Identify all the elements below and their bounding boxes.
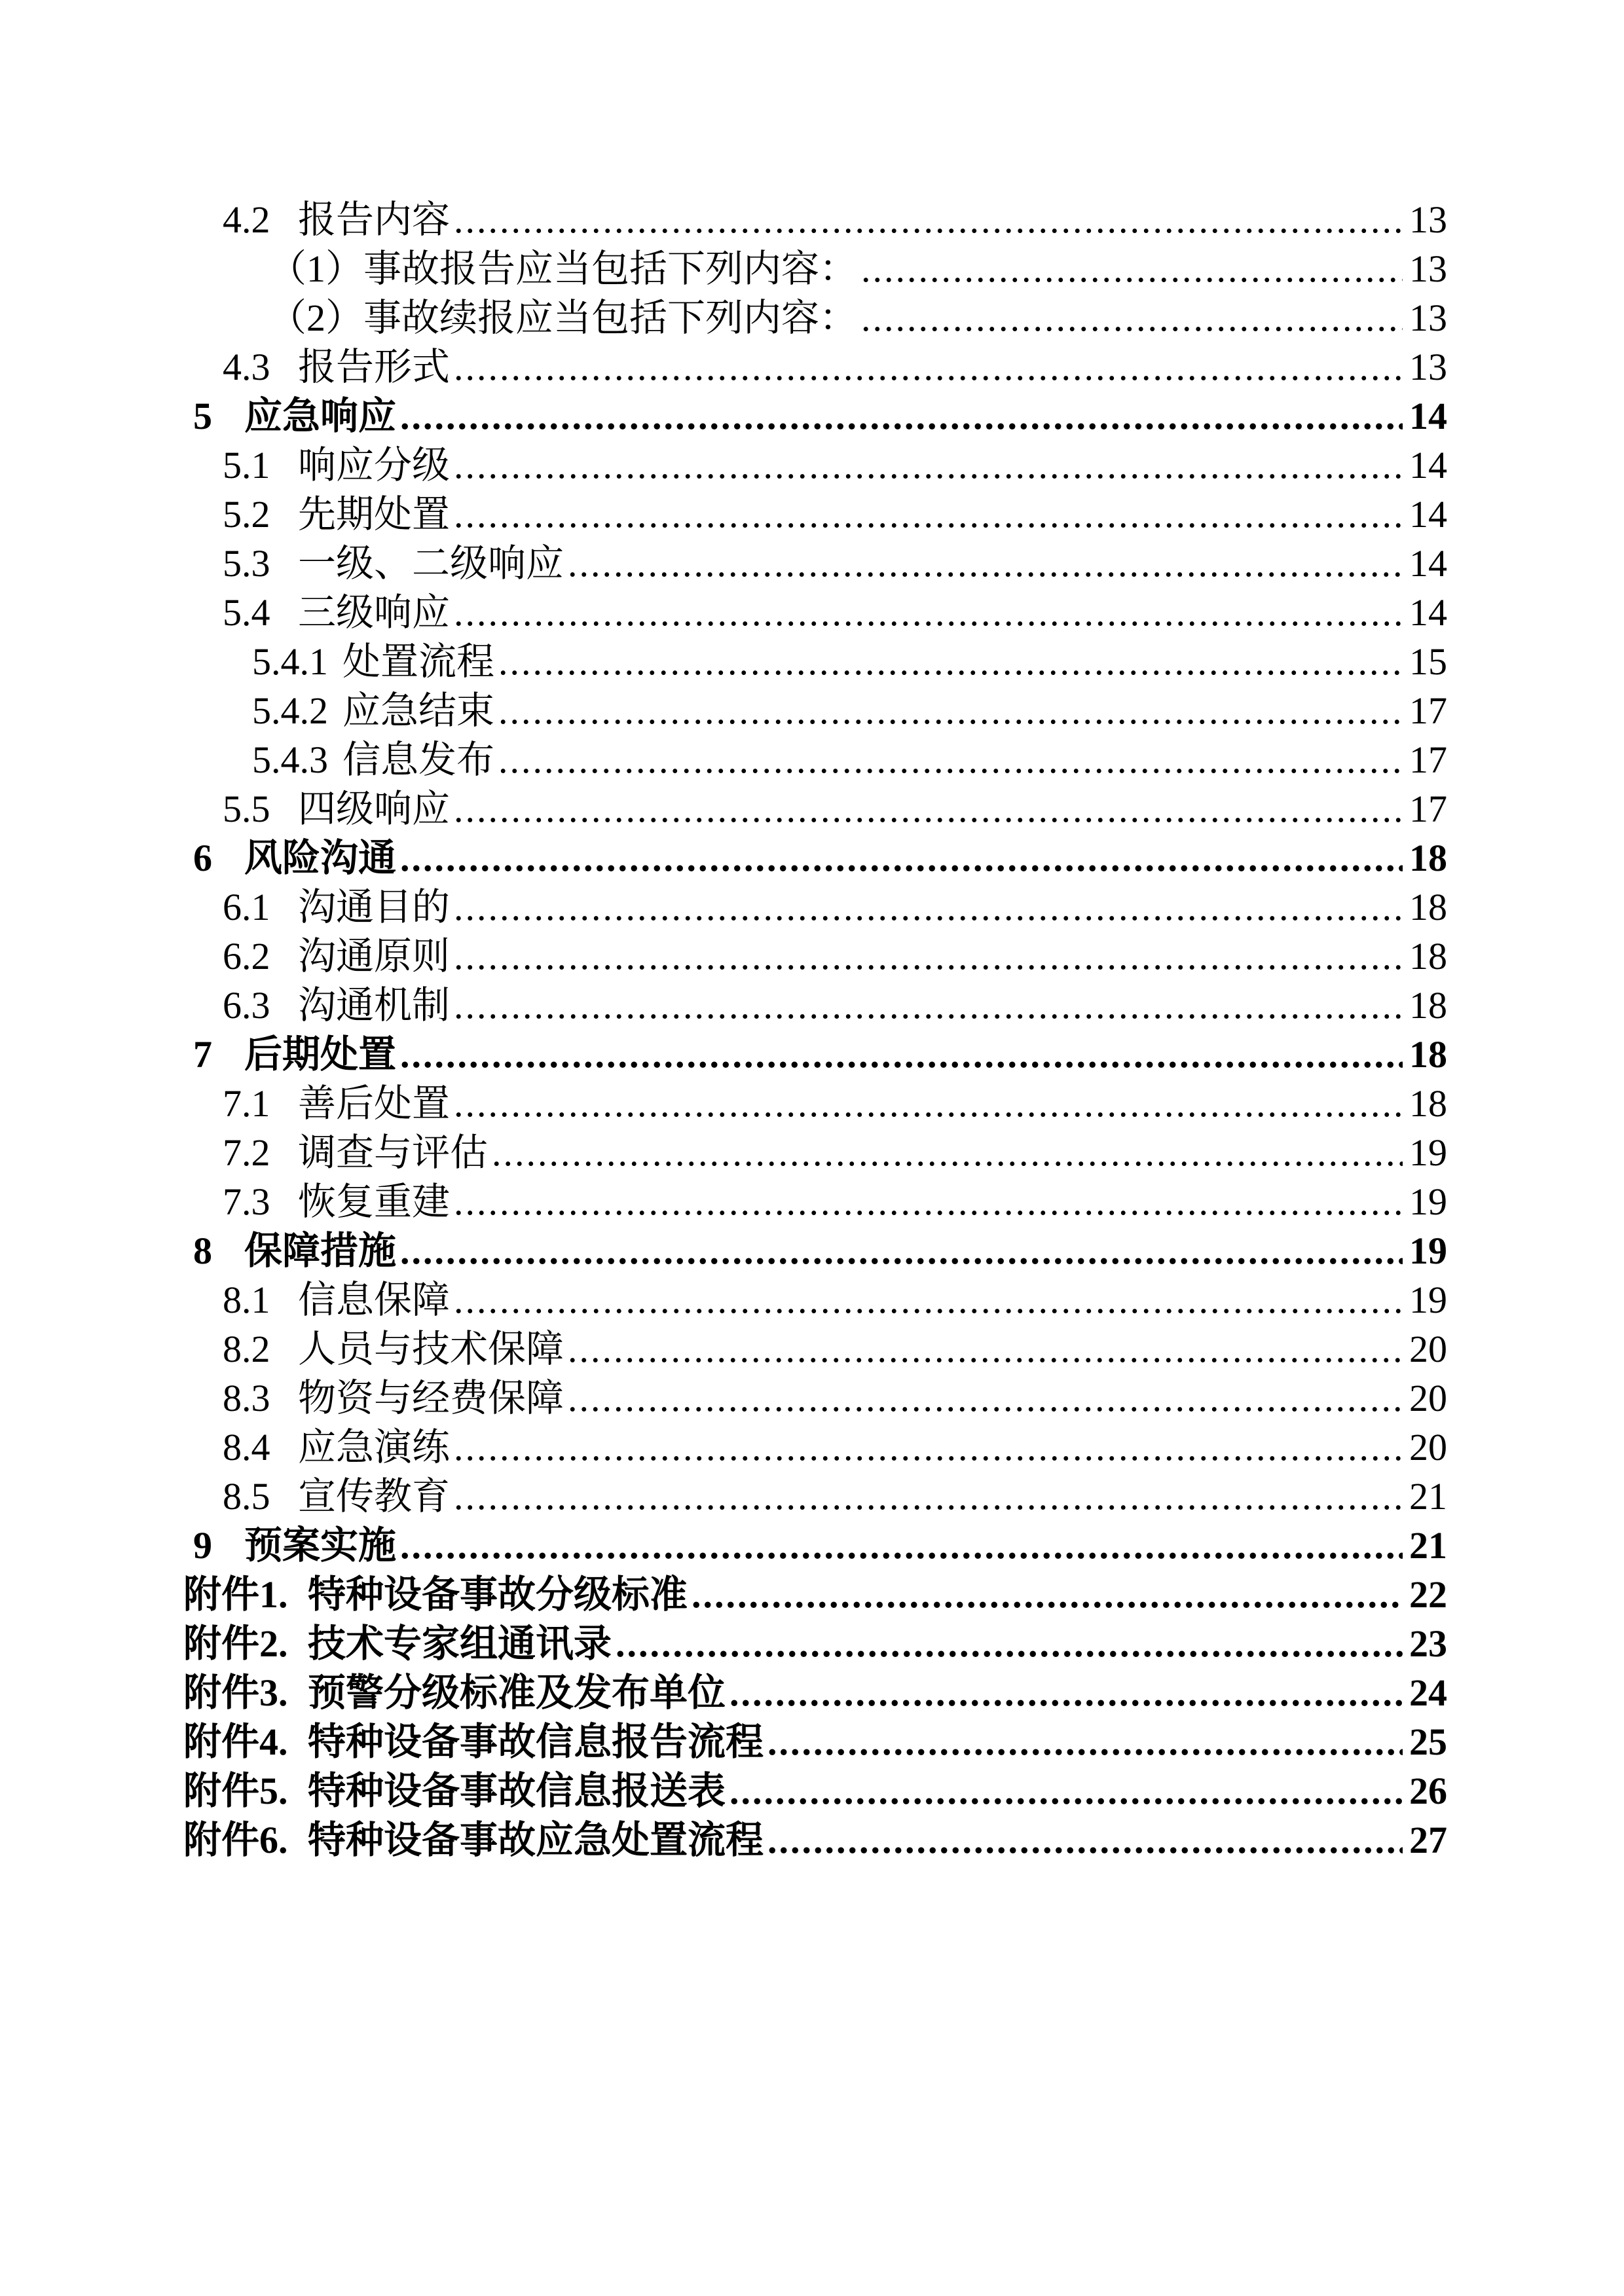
dot-leader xyxy=(454,932,1403,981)
dot-leader xyxy=(400,1226,1403,1275)
toc-entry-title: 后期处置 xyxy=(244,1033,397,1076)
toc-entry-page-number: 17 xyxy=(1409,738,1447,781)
toc-entry-page-number: 25 xyxy=(1409,1721,1447,1763)
toc-entry-7.1[interactable] xyxy=(183,1079,1447,1128)
toc-entry-title: 特种设备事故分级标准 xyxy=(308,1573,688,1616)
dot-leader xyxy=(454,1177,1403,1226)
toc-entry-page-number: 27 xyxy=(1409,1819,1447,1861)
toc-entry-title: 响应分级 xyxy=(298,444,451,486)
dot-leader xyxy=(454,490,1403,539)
toc-entry-5.4.1[interactable] xyxy=(183,637,1447,686)
toc-entry-5.2[interactable] xyxy=(183,490,1447,539)
toc-entry-title: 一级、二级响应 xyxy=(298,542,564,585)
toc-entry-附件5[interactable] xyxy=(183,1766,1447,1815)
toc-entry-8.5[interactable] xyxy=(183,1472,1447,1521)
toc-entry-title: 预警分级标准及发布单位 xyxy=(308,1671,726,1714)
toc-entry-page-number: 20 xyxy=(1409,1377,1447,1419)
toc-entry-number: 附件6. xyxy=(183,1819,288,1861)
toc-entry-page-number: 17 xyxy=(1409,689,1447,732)
toc-entry-8.4[interactable] xyxy=(183,1423,1447,1472)
toc-entry-number: 附件1. xyxy=(183,1573,288,1616)
toc-entry-page-number: 24 xyxy=(1409,1671,1447,1714)
table-of-contents xyxy=(183,195,1447,1865)
dot-leader xyxy=(498,686,1403,735)
toc-entry-number: 附件5. xyxy=(183,1770,288,1812)
toc-entry-7[interactable] xyxy=(183,1030,1447,1079)
toc-entry-page-number: 22 xyxy=(1409,1573,1447,1616)
dot-leader xyxy=(400,392,1403,441)
toc-entry-page-number: 18 xyxy=(1409,984,1447,1027)
dot-leader xyxy=(400,1521,1403,1570)
dot-leader xyxy=(400,1030,1403,1079)
toc-entry-title: 恢复重建 xyxy=(298,1180,451,1223)
toc-entry-title: 特种设备事故信息报送表 xyxy=(308,1770,726,1812)
toc-entry-number: 附件3. xyxy=(183,1671,288,1714)
toc-entry-page-number: 26 xyxy=(1409,1770,1447,1812)
toc-entry-title: （1）事故报告应当包括下列内容： xyxy=(268,247,858,290)
toc-entry-number: 5 xyxy=(193,395,212,437)
toc-entry-title: 预案实施 xyxy=(244,1524,397,1567)
toc-entry-8.2[interactable] xyxy=(183,1324,1447,1374)
dot-leader xyxy=(454,883,1403,932)
toc-entry-number: 8.5 xyxy=(223,1475,270,1518)
toc-entry-page-number: 13 xyxy=(1409,297,1447,339)
toc-entry-page-number: 19 xyxy=(1409,1279,1447,1321)
toc-entry-附件3[interactable] xyxy=(183,1668,1447,1717)
toc-entry-page-number: 13 xyxy=(1409,247,1447,290)
toc-entry-number: 8 xyxy=(193,1230,212,1272)
toc-entry-number: 附件4. xyxy=(183,1721,288,1763)
toc-entry-page-number: 14 xyxy=(1409,444,1447,486)
toc-entry-title: 沟通目的 xyxy=(298,886,451,928)
toc-entry-number: 7.2 xyxy=(223,1131,270,1174)
toc-entry-number: 6.3 xyxy=(223,984,270,1027)
toc-entry-page-number: 20 xyxy=(1409,1328,1447,1370)
dot-leader xyxy=(692,1570,1403,1619)
toc-entry-page-number: 18 xyxy=(1409,1082,1447,1125)
toc-entry-page-number: 13 xyxy=(1409,346,1447,388)
toc-entry-number: 4.2 xyxy=(223,198,270,241)
toc-entry-title: 特种设备事故应急处置流程 xyxy=(308,1819,764,1861)
dot-leader xyxy=(861,244,1403,293)
toc-entry-number: 5.5 xyxy=(223,788,270,830)
dot-leader xyxy=(729,1668,1403,1717)
toc-entry-page-number: 19 xyxy=(1409,1180,1447,1223)
toc-entry-8.1[interactable] xyxy=(183,1275,1447,1324)
toc-entry-title: 三级响应 xyxy=(298,591,451,634)
toc-entry-5.5[interactable] xyxy=(183,784,1447,833)
toc-entry-8.3[interactable] xyxy=(183,1374,1447,1423)
toc-entry-number: 8.3 xyxy=(223,1377,270,1419)
toc-entry-page-number: 21 xyxy=(1409,1475,1447,1518)
toc-entry-title: 信息保障 xyxy=(298,1279,451,1321)
toc-entry-title: 特种设备事故信息报告流程 xyxy=(308,1721,764,1763)
dot-leader xyxy=(568,539,1403,588)
toc-entry-附件1[interactable] xyxy=(183,1570,1447,1619)
toc-entry-number: 7.1 xyxy=(223,1082,270,1125)
toc-entry-number: 8.1 xyxy=(223,1279,270,1321)
toc-entry-5.1[interactable] xyxy=(183,441,1447,490)
toc-entry-5.3[interactable] xyxy=(183,539,1447,588)
toc-entry-title: 人员与技术保障 xyxy=(298,1328,564,1370)
toc-entry-page-number: 13 xyxy=(1409,198,1447,241)
toc-entry-title: 善后处置 xyxy=(298,1082,451,1125)
toc-entry-title: 技术专家组通讯录 xyxy=(308,1622,612,1665)
toc-entry-5.4[interactable] xyxy=(183,588,1447,637)
dot-leader xyxy=(454,1079,1403,1128)
toc-entry-7.2[interactable] xyxy=(183,1128,1447,1177)
toc-entry-number: 5.4.1 xyxy=(252,640,328,683)
toc-entry-number: 4.3 xyxy=(223,346,270,388)
toc-entry-附件4[interactable] xyxy=(183,1717,1447,1766)
toc-entry-title: 应急响应 xyxy=(244,395,397,437)
toc-entry-4.3[interactable] xyxy=(183,342,1447,392)
toc-entry-6.1[interactable] xyxy=(183,883,1447,932)
toc-entry-6.3[interactable] xyxy=(183,981,1447,1030)
dot-leader xyxy=(767,1717,1403,1766)
toc-entry-5.4.3[interactable] xyxy=(183,735,1447,784)
toc-entry-number: 7.3 xyxy=(223,1180,270,1223)
toc-entry-title: 调查与评估 xyxy=(298,1131,489,1174)
dot-leader xyxy=(729,1766,1403,1815)
toc-entry-number: 6.2 xyxy=(223,935,270,977)
toc-entry-number: 8.2 xyxy=(223,1328,270,1370)
toc-entry-page-number: 14 xyxy=(1409,493,1447,536)
toc-entry-附件6[interactable] xyxy=(183,1815,1447,1865)
toc-entry-title: 风险沟通 xyxy=(244,837,397,879)
toc-entry-page-number: 19 xyxy=(1409,1230,1447,1272)
toc-entry-number: 7 xyxy=(193,1033,212,1076)
toc-entry-title: 信息发布 xyxy=(342,738,495,781)
toc-entry-附件2[interactable] xyxy=(183,1619,1447,1668)
toc-entry-number: 5.2 xyxy=(223,493,270,536)
toc-entry-title: 应急演练 xyxy=(298,1426,451,1468)
toc-entry-number: 5.1 xyxy=(223,444,270,486)
toc-entry-paren-2[interactable] xyxy=(183,293,1447,342)
dot-leader xyxy=(492,1128,1403,1177)
toc-entry-title: 先期处置 xyxy=(298,493,451,536)
toc-entry-title: 处置流程 xyxy=(342,640,495,683)
toc-entry-number: 5.4.2 xyxy=(252,689,328,732)
toc-entry-title: 四级响应 xyxy=(298,788,451,830)
toc-entry-title: 保障措施 xyxy=(244,1230,397,1272)
toc-entry-4.2[interactable] xyxy=(183,195,1447,244)
dot-leader xyxy=(454,441,1403,490)
toc-entry-page-number: 14 xyxy=(1409,395,1447,437)
dot-leader xyxy=(498,735,1403,784)
toc-entry-page-number: 20 xyxy=(1409,1426,1447,1468)
toc-entry-page-number: 14 xyxy=(1409,542,1447,585)
dot-leader xyxy=(454,1472,1403,1521)
toc-entry-title: 报告形式 xyxy=(298,346,451,388)
toc-entry-number: 5.4 xyxy=(223,591,270,634)
toc-entry-paren-1[interactable] xyxy=(183,244,1447,293)
toc-entry-number: 8.4 xyxy=(223,1426,270,1468)
dot-leader xyxy=(861,293,1403,342)
dot-leader xyxy=(498,637,1403,686)
dot-leader xyxy=(616,1619,1403,1668)
toc-entry-title: 报告内容 xyxy=(298,198,451,241)
toc-entry-8[interactable] xyxy=(183,1226,1447,1275)
dot-leader xyxy=(568,1374,1403,1423)
toc-entry-title: （2）事故续报应当包括下列内容： xyxy=(268,297,858,339)
dot-leader xyxy=(454,1423,1403,1472)
toc-entry-number: 5.3 xyxy=(223,542,270,585)
toc-entry-page-number: 15 xyxy=(1409,640,1447,683)
toc-entry-page-number: 17 xyxy=(1409,788,1447,830)
toc-entry-5.4.2[interactable] xyxy=(183,686,1447,735)
toc-entry-page-number: 14 xyxy=(1409,591,1447,634)
toc-entry-page-number: 19 xyxy=(1409,1131,1447,1174)
toc-entry-7.3[interactable] xyxy=(183,1177,1447,1226)
toc-entry-page-number: 23 xyxy=(1409,1622,1447,1665)
toc-entry-number: 6 xyxy=(193,837,212,879)
dot-leader xyxy=(454,195,1403,244)
toc-entry-page-number: 18 xyxy=(1409,935,1447,977)
toc-entry-6[interactable] xyxy=(183,833,1447,883)
dot-leader xyxy=(454,588,1403,637)
toc-entry-6.2[interactable] xyxy=(183,932,1447,981)
toc-entry-number: 9 xyxy=(193,1524,212,1567)
dot-leader xyxy=(454,1275,1403,1324)
toc-entry-title: 宣传教育 xyxy=(298,1475,451,1518)
toc-entry-title: 沟通机制 xyxy=(298,984,451,1027)
toc-entry-title: 沟通原则 xyxy=(298,935,451,977)
toc-entry-page-number: 21 xyxy=(1409,1524,1447,1567)
toc-entry-title: 物资与经费保障 xyxy=(298,1377,564,1419)
toc-entry-number: 附件2. xyxy=(183,1622,288,1665)
toc-entry-title: 应急结束 xyxy=(342,689,495,732)
toc-entry-page-number: 18 xyxy=(1409,1033,1447,1076)
dot-leader xyxy=(400,833,1403,883)
dot-leader xyxy=(454,342,1403,392)
toc-entry-page-number: 18 xyxy=(1409,886,1447,928)
dot-leader xyxy=(568,1324,1403,1374)
toc-entry-page-number: 18 xyxy=(1409,837,1447,879)
dot-leader xyxy=(454,784,1403,833)
dot-leader xyxy=(454,981,1403,1030)
toc-entry-9[interactable] xyxy=(183,1521,1447,1570)
dot-leader xyxy=(767,1815,1403,1865)
toc-entry-number: 5.4.3 xyxy=(252,738,328,781)
toc-entry-5[interactable] xyxy=(183,392,1447,441)
toc-entry-number: 6.1 xyxy=(223,886,270,928)
